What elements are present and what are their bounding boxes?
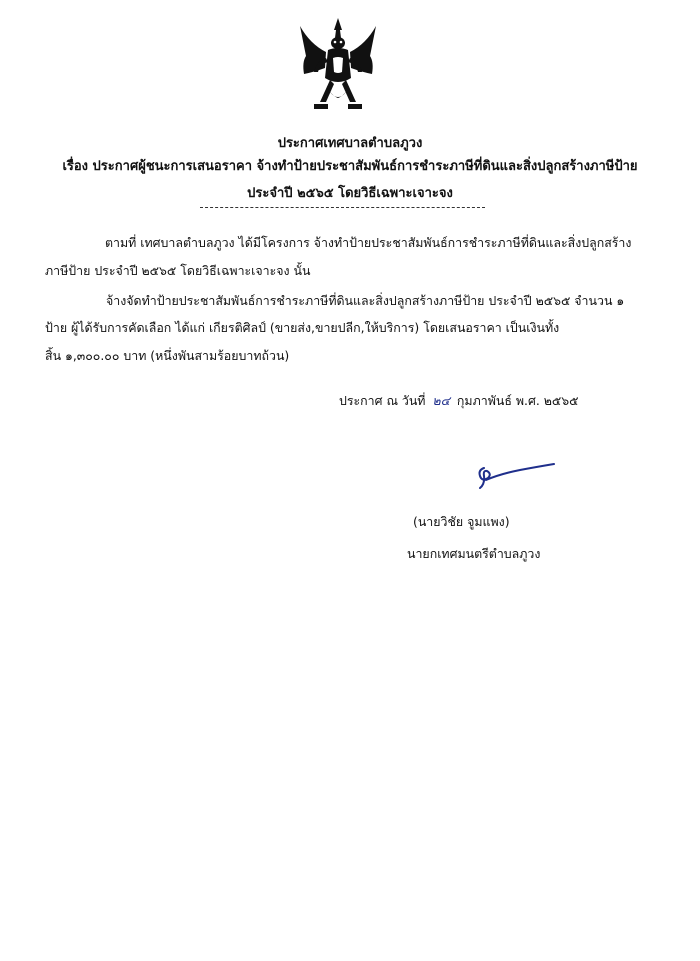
subject-line: เรื่อง ประกาศผู้ชนะการเสนอราคา จ้างทำป้ายประชาสัมพันธ์การชำระภาษีที่ดินและสิ่งปลูกสร้างภาษีป้าย [62,159,638,174]
date-day: ๒๔ [432,393,450,408]
paragraph-2-line-2: ป้าย ผู้ได้รับการคัดเลือก ได้แก่ เกียรติศิลป์ (ขายส่ง,ขายปลีก,ให้บริการ) โดยเสนอราคา เป็นเงินทั้ง [45,320,560,335]
date-prefix: ประกาศ ณ วันที่ [339,393,426,408]
paragraph-1-line-1: ตามที่ เทศบาลตำบลภูวง ได้มีโครงการ จ้างทำป้ายประชาสัมพันธ์การชำระภาษีที่ดินและสิ่งปลูกสร้าง [105,235,632,250]
signatory-name: (นายวิชัย จูมแพง) [413,514,510,529]
signatory-title: นายกเทศมนตรีตำบลภูวง [407,546,541,561]
subject-line-2: ประจำปี ๒๕๖๕ โดยวิธีเฉพาะเจาะจง [247,186,453,201]
date-month-year: กุมภาพันธ์ พ.ศ. ๒๕๖๕ [456,393,579,408]
paragraph-2-line-3: สิ้น ๑,๓๐๐.๐๐ บาท (หนึ่งพันสามร้อยบาทถ้วน) [45,348,290,363]
handwritten-signature [470,456,560,496]
issuer-title: ประกาศเทศบาลตำบลภูวง [277,136,423,151]
garuda-emblem-icon [296,16,380,116]
paragraph-2-line-1: จ้างจัดทำป้ายประชาสัมพันธ์การชำระภาษีที่ดินและสิ่งปลูกสร้างภาษีป้าย ประจำปี ๒๕๖๕ จำนวน ๑ [106,293,625,308]
separator-dashes [200,207,485,208]
announcement-date [339,392,579,411]
paragraph-1-line-2: ภาษีป้าย ประจำปี ๒๕๖๕ โดยวิธีเฉพาะเจาะจง นั้น [45,263,311,278]
